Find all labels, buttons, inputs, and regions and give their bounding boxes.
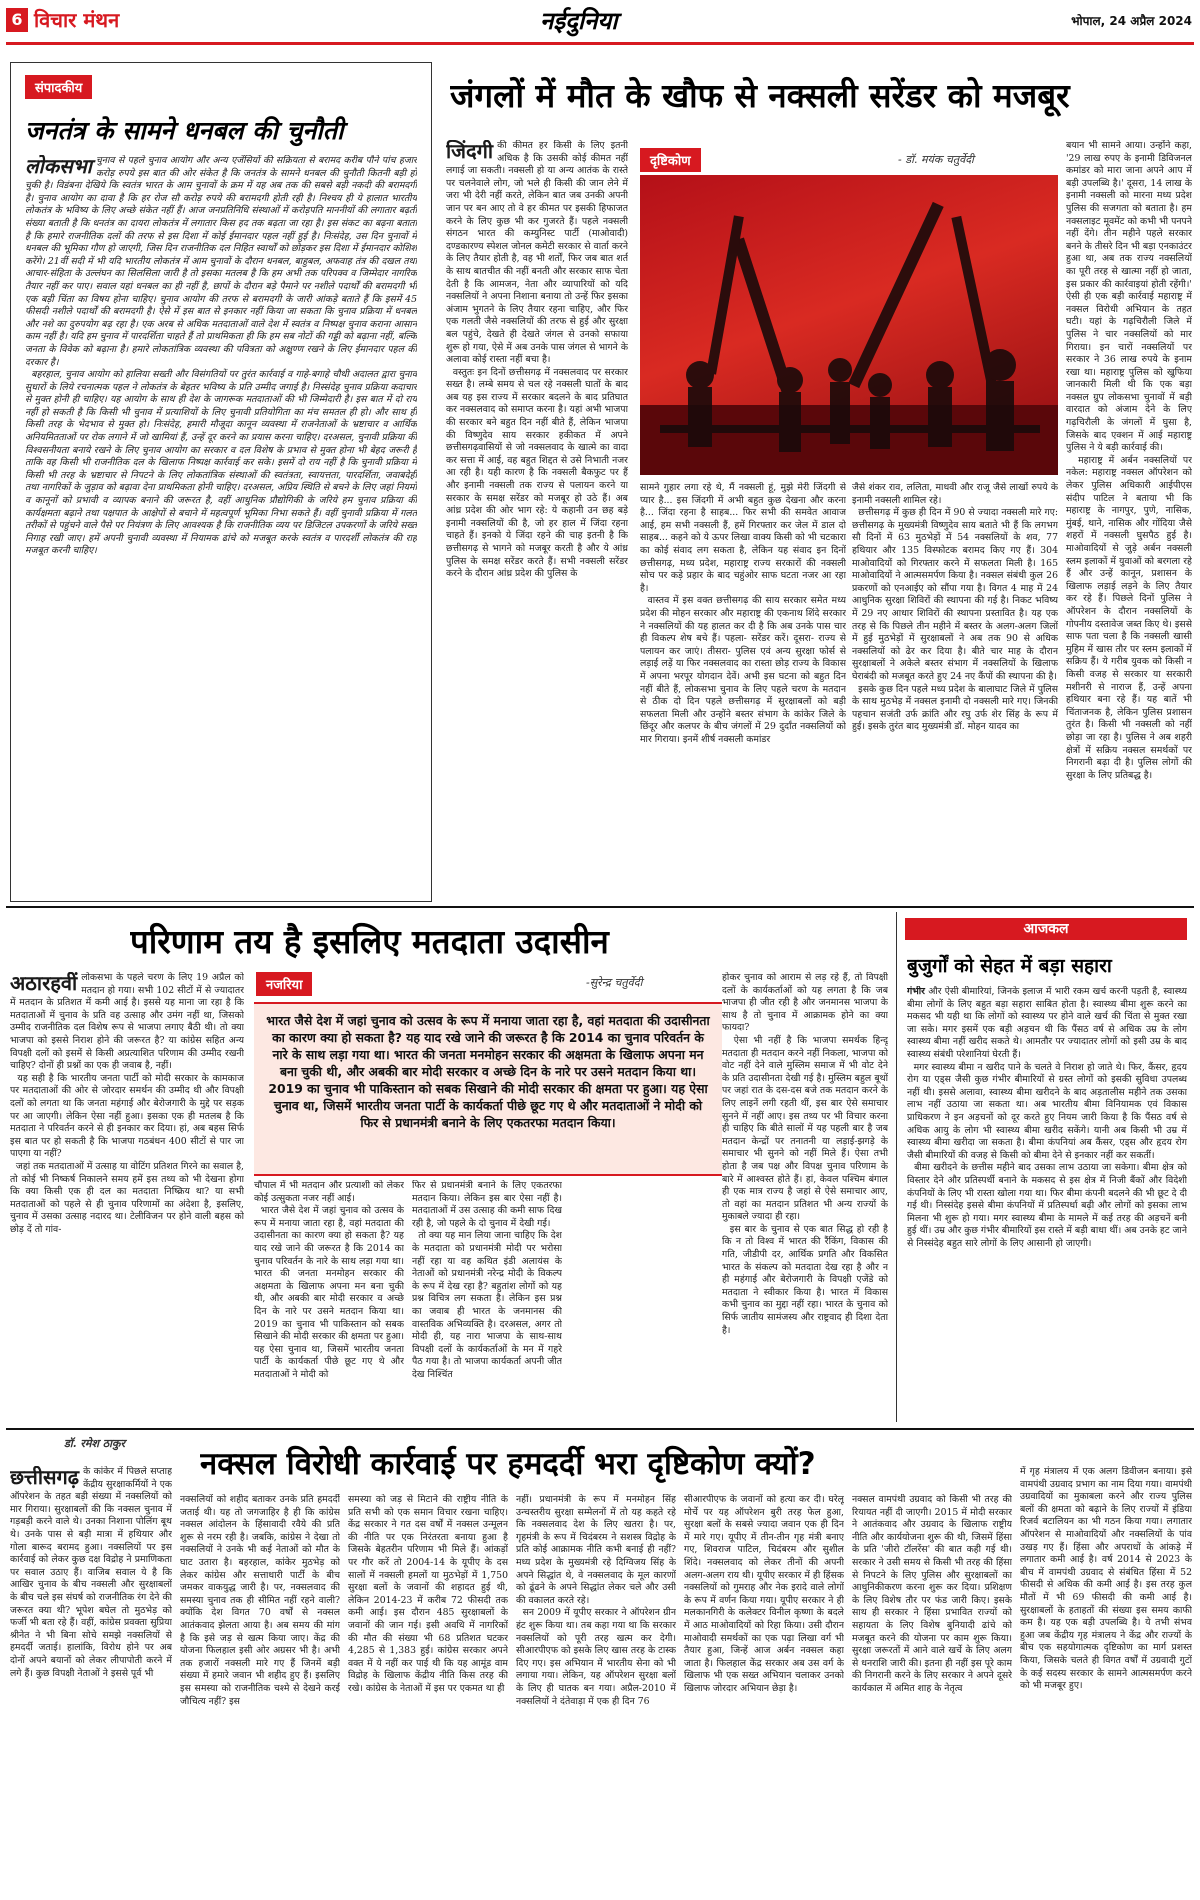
bottom-col5: सीआरपीएफ के जवानों को हत्या कर दी। घरेलू मोर्चे पर यह ऑपरेशन बुरी तरह फेल हुआ, सुरक्षा बलों के सबसे ज्यादा जवान एक ही दिन में मारे गए। यूपीए में तीन-तीन गृह मंत्री बनाए गए, शिवराज पाटिल, चिदंबरम और सुशील शिंदे। नक्सलवाद को लेकर तीनों की अपनी अलग-अलग राय थी। यूपीए सरकार में ही हिंसक नक्सलियों को गुमराह और नेक इरादे वाले लोगों के रूप में वर्णन किया गया। यूपीए सरकार ने ही मलकानगिरी के कलेक्टर विनील कृष्णा के बदले में आठ माओवादियों को रिहा किया। उसी दौरान माओवादी समर्थकों का एक पढ़ा लिखा वर्ग भी तैयार हुआ, जिन्हें आज अर्बन नक्सल कहा जाता है। फिलहाल केंद्र सरकार अब उस वर्ग के खिलाफ भी एक सख्त अभियान चलाकर उनको खिलाफ जोरदार अभियान छेड़ा है। xyxy=(684,1494,844,1694)
section-title: विचार मंथन xyxy=(34,8,120,32)
naxal-lead-word: जिंदगी xyxy=(446,140,494,163)
page-number: 6 xyxy=(6,8,28,32)
naxal-col3: जैसे शंकर राव, ललिता, माधवी और राजू जैसे लाखों रुपये के इनामी नक्सली शामिल रहे। छत्तीसगढ़ में कुछ ही दिन में 90 से ज्यादा नक्सली मारे गए: छत्तीसगढ़ के मुख्यमंत्री विष्णुदेव साय बताते भी हैं कि लगभग सौ दिनों में 63 मुठभेड़ों में 54 नक्सलियों के शव, 77 हथियार और 135 विस्फोटक बरामद किए गए हैं। 304 माओवादियों को गिरफ्तार करने में सफलता मिली है। 165 माओवादियों ने आत्मसमर्पण किया है। नक्सल संबंधी कुल 26 प्रकरणों को एनआईए को सौंपा गया है। विगत 4 माह में 24 आधुनिक सुरक्षा शिविरों की स्थापना की गई है। निकट भविष्य में 29 नए आधार शिविरों की स्थापना प्रस्तावित है। यह एक तरह से कि पिछले तीन महीने में बस्तर के अलग-अलग जिलों में हुई मुठभेड़ों में सुरक्षाबलों ने अब तक 90 से अधिक नक्सलियों को ढेर कर दिया है। बीते चार माह के दौरान सुरक्षाबलों ने अकेले बस्तर संभाग में नक्सलियों के खिलाफ घेराबंदी को मजबूत करते हुए 24 नए कैंपों की स्थापना की है। इसके कुछ दिन पहले मध्य प्रदेश के बालाघाट जिले में पुलिस के साथ मुठभेड़ में नक्सल इनामी दो नक्सली मारे गए। जिनकी पहचान सजंती उर्फ क्रांति और रघु उर्फ शेर सिंह के रूप में हुई। इसके तुरंत बाद मुख्यमंत्री डॉ. मोहन यादव का xyxy=(852,482,1058,733)
turnout-col2: चौपाल में भी मतदान और प्रत्याशी को लेकर कोई उत्सुकता नजर नहीं आई। भारत जैसे देश में जहां चुनाव को उत्सव के रूप में मनाया जाता रहा है, वहां मतदाता की उदासीनता का कारण क्या हो सकता है? यह याद रखे जाने की जरूरत है कि 2014 का चुनाव परिवर्तन के नारे के साथ लड़ा गया था। भारत की जनता मनमोहन सरकार की अक्षमता के खिलाफ अपना मन बना चुकी थी, और अबकी बार मोदी सरकार व अच्छे दिन के नारे पर उसने मतदान किया था। 2019 का चुनाव भी पाकिस्तान को सबक सिखाने की मोदी सरकार की क्षमता पर हुआ। यह ऐसा चुनाव था, जिसमें भारतीय जनता पार्टी के कार्यकर्ता पीछे छूट गए थे और मतदाताओं ने मोदी को xyxy=(254,1180,404,1380)
aajkal-box xyxy=(896,912,1195,1422)
editorial-box xyxy=(10,62,432,902)
naxal-col4: बयान भी सामने आया। उन्होंने कहा, '29 लाख रुपए के इनामी डिविजनल कमांडर को मारा जाना अपने आप में बड़ी उपलब्धि है।' दूसरा, 14 लाख के इनामी नक्सली को मारना मध्य प्रदेश पुलिस की सजगता को बताता है। हम नक्सलाइट मूवमेंट को कभी भी पनपने नहीं देंगे। तीन महीने पहले सरकार बनने के तीसरे दिन भी बड़ा एनकाउंटर हुआ था, अब तक राज्य नक्सलियों का पूरी तरह से खात्मा नहीं हो जाता, इस प्रकार की कार्रवाइयां होती रहेंगी।' ऐसी ही एक बड़ी कार्रवाई महाराष्ट्र में नक्सल विरोधी अभियान के तहत घटी। यहां के गढ़चिरौली जिले में पुलिस ने चार नक्सलियों को मार गिराया। इन चारों नक्सलियों पर सरकार ने 36 लाख रुपये के इनाम रखा था। महाराष्ट्र पुलिस को खुफिया जानकारी मिली थी कि एक बड़ा नक्सल ग्रुप लोकसभा चुनावों में बड़ी वारदात को अंजाम देने के लिए गढ़चिरौली के जंगलों में घुसा है, जिसके बाद एक्शन में आई महाराष्ट्र पुलिस ने ये बड़ी कार्रवाई की। महाराष्ट्र में अर्बन नक्सलियों पर नकेल: महाराष्ट्र नक्सल ऑपरेशन को लेकर पुलिस अधिकारी आईपीएस संदीप पाटिल ने बताया भी कि महाराष्ट्र के नागपुर, पुणे, नासिक, मुंबई, थाने, नासिक और गोंदिया जैसे शहरों में नक्सली घुसपैठ हुई है। माओवादियों से जुड़े अर्बन नक्सली स्लम इलाकों में युवाओं को बरगला रहे हैं और उन्हें कानून, प्रशासन के खिलाफ लड़ाई लड़ने के लिए तैयार कर रहे हैं। पिछले दिनों पुलिस ने ऑपरेशन के दौरान नक्सलियों के गोपनीय दस्तावेज जब्त किए थे। इससे साफ पता चला है कि नक्सली खासी मुहिम में खास तौर पर स्लम इलाकों में सक्रिय हैं। ये गरीब युवक को किसी न किसी वजह से सरकार या सरकारी मशीनरी से नाराज हैं, उन्हें अपना हथियार बना रहे हैं। यह बातें भी चिंताजनक है, लेकिन पुलिस प्रशासन तुरंत है। किसी भी नक्सली को नहीं छोड़ा जा रहा है। पुलिस ने अब शहरी क्षेत्रों में सक्रिय नक्सल समर्थकों पर निगरानी बढ़ा दी है। पुलिस लोगों की सुरक्षा के लिए प्रतिबद्ध है। xyxy=(1066,140,1192,781)
bottom-byline: डॉ. रमेश ठाकुर xyxy=(64,1437,125,1450)
turnout-col1: अठारहवीं लोकसभा के पहले चरण के लिए 19 अप्रैल को मतदान हो गया। सभी 102 सीटों में से ज्यादातर में मतदान के प्रतिशत में कमी आई है। इससे यह माना जा रहा है कि मतदाताओं में चुनाव के प्रति वह उत्साह और उमंग नहीं था, जिसको उम्मीद राजनीतिक दल विशेष रूप से भाजपा लगाए बैठी थी। तो क्या भाजपा को इससे निराश होने की जरूरत है? या कांग्रेस सहित अन्य विपक्षी दलों को इसमें से किसी अप्रत्याशित परिणाम की उम्मीद रखनी चाहिए? दोनों ही प्रश्नों का एक ही जवाब है, नहीं। यह सही है कि भारतीय जनता पार्टी को मोदी सरकार के कामकाज पर मतदाताओं की ओर से जोरदार समर्थन की उम्मीद थी और विपक्षी दलों को लगता था कि जनता महंगाई और बेरोजगारी के मुद्दे पर सड़क पर आ जाएगी। लेकिन ऐसा नहीं हुआ। इसका एक ही मतलब है कि मतदाता ने परिवर्तन करने से ही इनकार कर दिया। हां, अब बहस सिर्फ इस बात पर हो सकती है कि भाजपा गठबंधन 400 सीटों से पार जा पाएगा या नहीं? जहां तक मतदाताओं में उत्साह या वोटिंग प्रतिशत गिरने का सवाल है, तो कोई भी निष्कर्ष निकालने समय हमें इस तथ्य को भी देखना होगा कि क्या किसी एक ही दल का मतदाता निष्क्रिय था? या सभी मतदाताओं को पहले से ही चुनाव परिणामों का अंदेशा है, इसलिए, चुनाव में उसका उत्साह नदारद था। टेलीविजन पर होने वाली बहस को छोड़ दें तो गांव- xyxy=(10,972,244,1235)
turnout-headline: परिणाम तय है इसलिए मतदाता उदासीन xyxy=(130,922,609,961)
aajkal-lead-word: गंभीर xyxy=(907,986,925,997)
naxal-photo xyxy=(640,175,1058,475)
paper-name: नईदुनिया xyxy=(540,7,618,35)
editorial-body: लोकसभा चुनाव से पहले चुनाव आयोग और अन्य एजेंसियों की सक्रियता से बरामद करीब पौने पांच हजार करोड़ रुपये इस बात की ओर संकेत है कि जनतंत्र के सामने धनबल की चुनौती कितनी बड़ी हो चुकी है। विडंबना देखिये कि स्वतंत्र भारत के आम चुनावों के क्रम में यह अब तक की सबसे बड़ी नकदी की बरामदगी है। चुनाव आयोग का दावा है कि हर रोज सौ करोड़ रुपये की बरामदगी होती रही है। निश्चय ही ये हालात भारतीय लोकतंत्र के भविष्य के लिए अच्छे संकेत नहीं हैं। आज जनप्रतिनिधि संस्थाओं में करोड़पति माननीयों की लगातार बढ़ती संख्या बताती है कि धनतंत्र का दायरा लोकतंत्र में लगातार किस हद तक बढ़ता जा रहा है। इस संकट का बढ़ना बताता है कि हमारे राजनीतिक दलों की तरफ से इस दिशा में कोई ईमानदार पहल नहीं हुई है। निःसंदेह, उस दिन चुनावों में धनबल की भूमिका गौण हो जाएगी, जिस दिन राजनीतिक दल निहित स्वार्थों को छोड़कर इस दिशा में ईमानदार कोशिश करेंगे। 21वीं सदी में भी यदि भारतीय लोकतंत्र में आम चुनावों के दौरान धनबल, बाहुबल, अफवाह तंत्र की दखल तथा आचार-संहिता के उल्लंघन का सिलसिला जारी है तो इसका मतलब है कि हम अभी तक परिपक्व व जिम्मेदार नागरिक तैयार नहीं कर पाए। सवाल यहां धनबल का ही नहीं है, छापों के दौरान बड़े पैमाने पर नशीले पदार्थों की बरामदगी भी एक बड़ी चिंता का विषय होना चाहिए। चुनाव आयोग की तरफ से बरामदगी के जारी आंकड़े बताते हैं कि इसमें 45 फीसदी नशीले पदार्थों की बरामदगी है। ऐसे में इस बात से इनकार नहीं किया जा सकता कि चुनाव प्रक्रिया में धनबल और नशे का दुरुपयोग बढ़ रहा है। एक अरब से अधिक मतदाताओं वाले देश में स्वतंत्र व निष्पक्ष चुनाव कराना आसान काम नहीं है। यदि हम चुनाव में पारदर्शिता चाहते हैं तो प्राथमिकता ही कि हम सब नोटों की गड्डी को बढ़ाना नहीं, बल्कि जनता के विवेक को बढ़ाना है। हमारे लोकतांत्रिक व्यवस्था की पवित्रता को अक्षुण्ण रखने के लिए ईमानदार पहल की दरकार है। बहरहाल, चुनाव आयोग को हालिया सख्ती और विसंगतियों पर तुरंत कार्रवाई व गाहे-बगाहे चौथी अदालत द्वारा चुनाव सुधारों के लिये रचनात्मक पहल ने लोकतंत्र के बेहतर भविष्य के प्रति उम्मीद जगाई है। निस्संदेह चुनाव प्रक्रिया कदाचार से मुक्त होनी ही चाहिए। यह आयोग के साथ ही देश के जागरूक मतदाताओं की भी जिम्मेदारी है। इस बात में दो राय नहीं हो सकती है कि किसी भी चुनाव में प्रत्याशियों के लिए चुनावी प्रतियोगिता का मंच समतल ही हो। और साथ ही किसी तरह के भेदभाव से मुक्त हो। निःसंदेह, हमारी मौजूदा कानून व्यवस्था में राजनेताओं के भ्रष्टाचार व आर्थिक अनियमितताओं पर रोक लगाने में जो खामियां हैं, उन्हें दूर करने का प्रयास करना चाहिए। दरअसल, चुनावी प्रक्रिया की विश्वसनीयता बनाये रखने के लिए चुनाव आयोग का सरकार व दल विशेष के प्रभाव से मुक्त होना भी बेहद जरूरी है ताकि वह किसी भी राजनीतिक दल के खिलाफ निष्पक्ष कार्रवाई कर सके। इसमें दो राय नहीं है कि चुनावी प्रक्रिया में किसी भी तरह के भ्रष्टाचार से निपटने के लिए लोकतांत्रिक संस्थाओं की स्वतंत्रता, स्वायत्तता, पारदर्शिता, जवाबदेही तथा नागरिकों के जुड़ाव को बढ़ावा देना प्राथमिकता होनी चाहिए। दरअसल, अप्रिय स्थिति से बचने के लिए जहां नियमों व कानूनों को प्रभावी व व्यापक बनाने की जरूरत है, वहीं आधुनिक प्रौद्योगिकी के जरिये हम चुनाव प्रक्रिया की कार्यक्षमता बढ़ाने तथा पक्षपात के आक्षेपों से बचाने में महत्वपूर्ण भूमिका निभा सकते हैं। वहीं चुनावी प्रक्रिया में गलत तरीकों से पहुंचने वाले पैसे पर नियंत्रण के लिए आवश्यक है कि राजनीतिक व्यय पर डिजिटल उपकरणों के जरिये सख्त निगाह रखी जाए। हमें अपनी चुनावी व्यवस्था में नियामक ढांचे को मजबूत करके स्वतंत्र व पारदर्शी लोकतंत्र की राह मजबूत करनी चाहिए। xyxy=(25,155,417,557)
bottom-lead-word: छत्तीसगढ़ xyxy=(10,1466,80,1489)
masthead xyxy=(0,0,1200,44)
turnout-byline: -सुरेन्द्र चतुर्वेदी xyxy=(586,976,643,989)
turnout-col4: होकर चुनाव को आराम से लड़ रहे हैं, तो विपक्षी दलों के कार्यकर्ताओं को यह लगता है कि जब भाजपा ही जीत रही है और जनमानस भाजपा के साथ है तो चुनाव में आक्रामक होने का क्या फायदा? ऐसा भी नहीं है कि भाजपा समर्थक हिन्दू मतदाता ही मतदान करने नहीं निकला, भाजपा को वोट नहीं देने वाले मुस्लिम समाज में भी वोट देने के प्रति उदासीनता देखी गई है। मुस्लिम बहुल बूथों पर जहां रात के दस-दस बजे तक मतदान करने के लिए लाइनें लगी रहती थीं, इस बार ऐसे समाचार सुनने में नहीं आए। इस तथ्य पर भी विचार करना ही चाहिए कि बीते सालों में यह पहली बार है जब मतदान केन्द्रों पर तनातनी या लड़ाई-झगड़े के समाचार भी सुनने को नहीं मिले हैं। ऐसा तभी होता है जब पक्ष और विपक्ष चुनाव परिणाम के बारे में आश्वस्त होते हैं। हां, केवल पश्चिम बंगाल ही एक मात्र राज्य है जहां से ऐसे समाचार आए, तो वहां का मतदान प्रतिशत भी अन्य राज्यों के मुकाबले ज्यादा ही रहा। इस बार के चुनाव से एक बात सिद्ध हो रही है कि न तो विश्व में भारत की रैंकिंग, विकास की गति, जीडीपी दर, आर्थिक प्रगति और विकसित भारत के संकल्प को मतदाता देख रहा है और न ही महंगाई और बेरोजगारी के विपक्षी एजेंडे को मतदाता ने स्वीकार किया है। भारत में विकास कभी चुनाव का मुद्दा नहीं रहा। भारत के चुनाव को सिर्फ जातीय सामंजस्य और राष्ट्रवाद ही दिशा देता है। xyxy=(722,972,888,1336)
armed-cadres-image xyxy=(640,175,1058,475)
turnout-tag: नजरिया xyxy=(256,972,312,996)
bottom-col3: समस्या को जड़ से मिटाने की राष्ट्रीय नीति के प्रति सभी को एक समान विचार रखना चाहिए। केंद्र सरकार ने गत दस वर्षों में नक्सल उन्मूलन की नीति पर एक निरंतरता बनाया हुआ है जिसके बेहतरीन परिणाम भी मिले हैं। आंकड़ों पर गौर करें तो 2004-14 के यूपीए के दस सालों में नक्सली हमलों या मुठभेड़ों में 1,750 सुरक्षा बलों के जवानों की शहादत हुई थी, लेकिन 2014-23 में करीब 72 फीसदी तक कमी आई। इस दौरान 485 सुरक्षाबलों के जवानों की जान गई। इसी अवधि में नागरिकों की मौत की संख्या भी 68 प्रतिशत घटकर 4,285 से 1,383 हुई। कांग्रेस सरकार अपने वक्त में ये नहीं कर पाई थी कि यह आमूंड वाम विद्रोह के खिलाफ केंद्रीय नीति किस तरह की रखे। कांग्रेस के नेताओं में इस पर एकमत था ही xyxy=(348,1494,508,1694)
aajkal-headline: बुजुर्गों को सेहत में बड़ा सहारा xyxy=(907,955,1112,977)
bottom-col6: नक्सल वामपंथी उग्रवाद को किसी भी तरह की रियायत नहीं दी जाएगी। 2015 में मोदी सरकार ने आतंकवाद और उग्रवाद के खिलाफ राष्ट्रीय नीति और कार्ययोजना शुरू की थी, जिसमें हिंसा के प्रति 'जीरो टॉलरेंस' की बात कही गई थी। सरकार ने उसी समय से किसी भी तरह की हिंसा से निपटने के लिए पुलिस और सुरक्षाबलों का आधुनिकीकरण करना शुरू कर दिया। प्रशिक्षण के लिए विशेष तौर पर फंड जारी किए। इसके साथ ही सरकार ने हिंसा प्रभावित राज्यों को सहायता के लिए विशेष बुनियादी ढांचे को मजबूत करने की योजना पर काम शुरू किया। सुरक्षा जरूरतों में आने वाले खर्चे के लिए अलग से धनराशि जारी की। इतना ही नहीं इस पूरे काम की निगरानी करने के लिए सरकार ने अपने दूसरे कार्यकाल में अमित शाह के नेतृत्व xyxy=(852,1494,1012,1694)
turnout-lead-word: अठारहवीं xyxy=(10,972,78,995)
bottom-headline: नक्सल विरोधी कार्रवाई पर हमदर्दी भरा दृष्टिकोण क्यों? xyxy=(200,1446,816,1482)
naxal-col2: सामने गुहार लगा रहे थे, मैं नक्सली हूं, मुझे मेरी जिंदगी से प्यार है... इस जिंदगी में अभी बहुत कुछ देखना और करना है... जिंदा रहना है साहब... फिर सभी की समवेत आवाज आई, हम सभी नक्सली हैं, हमें गिरफ्तार कर जेल में डाल दो साहब... कहने को ये ऊपर लिखा वाक्य किसी को भी चटकारा का कोई संवाद लग सकता है, लेकिन यह संवाद इन दिनों छत्तीसगढ़, मध्य प्रदेश, महाराष्ट्र राज्य सरकारों की नक्सली सोच पर कड़े प्रहार के बाद चहुंओर साफ घटता नजर आ रहा है। वास्तव में इस वक्त छत्तीसगढ़ की साय सरकार समेत मध्य प्रदेश की मोहन सरकार और महाराष्ट्र की एकनाथ शिंदे सरकार ने नक्सलियों की यह हालत कर दी है कि अब उनके पास चार ही विकल्प शेष बचे हैं। पहला- सरेंडर करें। दूसरा- राज्य से पलायन कर जाएं। तीसरा- पुलिस एवं अन्य सुरक्षा फोर्स से लड़ाई लड़ें या फिर नक्सलवाद का रास्ता छोड़ राज्य के विकास में अपना भरपूर योगदान देवें। अभी इस घटना को बहुत दिन नहीं बीते हैं, लोकसभा चुनाव के लिए पहले चरण के मतदान से ठीक दो दिन पहले छत्तीसगढ़ में सुरक्षाबलों को बड़ी सफलता मिली और उन्होंने बस्तर संभाग के कांकेर जिले के छिंदूर और कलपर के बीच जंगलों में 29 दुर्दांत नक्सलियों को मार गिराया। इनमें शीर्ष नक्सली कमांडर xyxy=(640,482,846,745)
naxal-byline: - डॉ. मयंक चतुर्वेदी xyxy=(898,153,974,166)
bottom-col7: में गृह मंत्रालय में एक अलग डिवीजन बनाया। इसे वामपंथी उग्रवाद प्रभाग का नाम दिया गया। वामपंथी उग्रवादियों का मुकाबला करने और राज्य पुलिस बलों की क्षमता को बढ़ाने के लिए राज्यों में इंडिया रिजर्व बटालियन का भी गठन किया गया। लगातार ऑपरेशन से माओवादियों और नक्सलियों के पांव उखड़ गए हैं। हिंसा और अपराधों के आंकड़े में लगातार कमी आई है। वर्ष 2014 से 2023 के बीच में वामपंथी उग्रवाद से संबंधित हिंसा में 52 फीसदी से अधिक की कमी आई है। इस तरह कुल मौतों में भी 69 फीसदी की कमी आई है। सुरक्षाबलों के हताहतों की संख्या इस समय काफी कम है। यह एक बड़ी उपलब्धि है। ये तभी संभव हुआ जब केंद्रीय गृह मंत्रालय ने केंद्र और राज्यों के बीच एक सहयोगात्मक दृष्टिकोण का मार्ग प्रशस्त किया, जिसके चलते ही विगत वर्षों में उग्रवादी गुटों के कई सदस्य सरकार के सामने आत्मसमर्पण करने को भी मजबूर हुए। xyxy=(1020,1466,1192,1692)
bottom-col2: नक्सलियों को शहीद बताकर उनके प्रति हमदर्दी जताई थी। यह तो जगजाहिर है ही कि कांग्रेस नक्सल आंदोलन के हिंसावादी रवैये की प्रति शुरू से नरम रही है। जबकि, कांग्रेस ने देखा तो नक्सलियों ने उनके भी कई नेताओं को मौत के घाट उतारा है। बहरहाल, कांकेर मुठभेड़ को लेकर कांग्रेस और सत्ताधारी पार्टी के बीच जमकर वाकयुद्ध जारी है। पर, नक्सलवाद की समस्या चुनाव तक ही सीमित नहीं रहने वाली? क्योंकि देश विगत 70 वर्षों से नक्सल आतंकवाद झेलता आया है। अब समय की मांग है कि इसे जड़ से खत्म किया जाए। केंद्र की योजना फिलहाल इसी ओर अग्रसर भी है। अभी तक हजारों नक्सली मारे गए हैं जिनमें बड़ी संख्या में हमारे जवान भी शहीद हुए हैं। इसलिए इस समस्या को राजनीतिक चश्मे से देखने करई जौचित्य नहीं? इस xyxy=(180,1494,340,1707)
aajkal-tag: आजकल xyxy=(905,918,1187,940)
dateline: भोपाल, 24 अप्रैल 2024 xyxy=(1071,14,1192,28)
naxal-tag: दृष्टिकोण xyxy=(640,148,701,172)
editorial-lead-word: लोकसभा xyxy=(25,155,92,178)
aajkal-body: गंभीर और ऐसी बीमारियां, जिनके इलाज में भारी रकम खर्च करनी पड़ती है, स्वास्थ्य बीमा लोगों के लिए बहुत बड़ा सहारा साबित होता है। स्वास्थ्य बीमा शुरू करने का मकसद भी यही था कि लोगों को स्वास्थ्य पर होने वाले खर्च की चिंता से मुक्त रखा जा सके। मगर इसमें एक बड़ी अड़चन थी कि पैंसठ वर्ष से अधिक उम्र के लोग स्वास्थ्य बीमा नहीं खरीद सकते थे। आमतौर पर ज्यादातर लोगों को इसी उम्र के बाद स्वास्थ्य संबंधी परेशानियां घेरती हैं। मगर स्वास्थ्य बीमा न खरीद पाने के चलते वे निराश हो जाते थे। फिर, कैंसर, हृदय रोग या एड्स जैसी कुछ गंभीर बीमारियों से ग्रस्त लोगों को इसकी सुविधा उपलब्ध नहीं थी। इससे अलावा, स्वास्थ्य बीमा खरीदने के बाद अड़तालीस महीने तक उसका लाभ नहीं उठाया जा सकता था। अब भारतीय बीमा विनियामक एवं विकास प्राधिकरण ने इन अड़चनों को दूर करते हुए नियम जारी किया है कि पैंसठ वर्ष से अधिक आयु के लोग भी स्वास्थ्य बीमा खरीद सकेंगे। यानी अब किसी भी उम्र में स्वास्थ्य बीमा खरीदा जा सकता है। बीमा कंपनियां अब कैंसर, एड्स और हृदय रोग जैसी बीमारियों की वजह से किसी को बीमा देने से इनकार नहीं कर सकतीं। बीमा खरीदने के छत्तीस महीने बाद उसका लाभ उठाया जा सकेगा। बीमा क्षेत्र को विस्तार देने और प्रतिस्पर्धी बनाने के मकसद से इस क्षेत्र में निजी बैंकों और विदेशी कंपनियों के लिए भी रास्ता खोला गया था। फिर बीमा कंपनी बदलने की भी छूट दे दी गई थी। निस्संदेह इससे बीमा कंपनियों में प्रतिस्पर्धा बढ़ी और लोगों को इसका लाभ मिलना भी शुरू हो गया। मगर स्वास्थ्य बीमा के मामले में कई तरह की अड़चनें बनी हुई थीं। उम्र और कुछ गंभीर बीमारियों इस रास्ते में बड़ी बाधा थीं। अब उनके हट जाने से निस्संदेह बहुत सारे लोगों के लिए आसानी हो जाएगी। xyxy=(907,986,1187,1249)
naxal-col1: जिंदगी की कीमत हर किसी के लिए इतनी अधिक है कि उसकी कोई कीमत नहीं लगाई जा सकती। नक्सली हो या अन्य आतंक के रास्ते पर चलनेवाले लोग, जो भले ही किसी की जान लेने में जरा भी देरी नहीं करते, लेकिन बात जब उनकी अपनी जान पर बन आए तो वे हर कीमत पर इसकी हिफाजत करने के लिए कुछ भी कर गुजरते हैं। पहले नक्सली संगठन भारत की कम्युनिस्ट पार्टी (माओवादी) दण्डकारण्य स्पेशल जोनल कमेटी सरकार से वार्ता करने के लिए तैयार होती है, वह भी शर्तों, फिर जब बात शर्त के साथ बातचीत की नहीं बनती और सरकार साफ चेता देती है कि आमजन, नेता और व्यापारियों को यदि नक्सलियों ने अपना निशाना बनाया तो उन्हें फिर इसका अंजाम भुगतने के लिए तैयार रहना चाहिए, और फिर एक गलती जैसे नक्सलियों की तरफ से हुई और सुरक्षा बल पहुंचे, देखते ही देखते जंगल से उनको सफाया शुरू हो गया, ऐसे में अब उनके पास जंगल से भागने के अलावा कोई रास्ता नहीं बचा है। वस्तुतः इन दिनों छत्तीसगढ़ में नक्सलवाद पर सरकार सख्त है। लम्बे समय से चल रहे नक्सली घातों के बाद अब यह इस राज्य में सरकार बदलने के बाद प्रतिघात कर नक्सलवाद को समाप्त करना है। यहां अभी भाजपा की सरकार बने बहुत दिन नहीं बीते हैं, लेकिन भाजपा की विष्णुदेव साय सरकार हकीकत में अपने छत्तीसगढ़वासियों से जो नक्सलवाद के खात्मे का वादा कर सत्ता में आई, वह बहुत शिद्दत से उसे निभाती नजर आ रही है। यही कारण है कि नक्सली बैकफुट पर हैं और इनामी नक्सली तक राज्य से पलायन करने या सरकार के समक्ष सरेंडर को मजबूर हो उठे हैं। अब आंध्र प्रदेश की ओर भाग रहे: ये कहानी उन छह बड़े इनामी नक्सलियों की है, जो हर हाल में जिंदा रहना चाहते हैं। इनको ये जिंदा रहने की चाह इतनी है कि छत्तीसगढ़ से भागने को मजबूर करती है और ये आंध्र पुलिस के समक्ष सरेंडर करते हैं। सभी नक्सली सरेंडर करने के दौरान आंध्र प्रदेश की पुलिस के xyxy=(446,140,628,580)
pullquote-text: भारत जैसे देश में जहां चुनाव को उत्सव के रूप में मनाया जाता रहा है, वहां मतदाता की उदासीनता का कारण क्या हो सकता है? यह याद रखे जाने की जरूरत है कि 2014 का चुनाव परिवर्तन के नारे के साथ लड़ा गया था। भारत की जनता मनमोहन सरकार की अक्षमता के खिलाफ अपना मन बना चुकी थी, और अबकी बार मोदी सरकार व अच्छे दिन के नारे पर उसने मतदान किया था। 2019 का चुनाव भी पाकिस्तान को सबक सिखाने की मोदी सरकार की क्षमता पर हुआ। यह ऐसा चुनाव था, जिसमें भारतीय जनता पार्टी के कार्यकर्ता पीछे छूट गए थे और मतदाताओं ने मोदी को फिर से प्रधानमंत्री बनाने के लिए एकतरफा मतदान किया। xyxy=(266,1013,710,1130)
turnout-col3: फिर से प्रधानमंत्री बनाने के लिए एकतरफा मतदान किया। लेकिन इस बार ऐसा नहीं है। मतदाताओं में उस उत्साह की कमी साफ दिख रही है, जो पहले के दो चुनाव में देखी गई। तो क्या यह मान लिया जाना चाहिए कि देश के मतदाता को प्रधानमंत्री मोदी पर भरोसा नहीं रहा या वह कथित इंडी अलायंस के नेताओं को प्रधानमंत्री नरेन्द्र मोदी के विकल्प के रूप में देख रहा है? बहुतांश लोगों को यह प्रश्न विचित्र लग सकता है। लेकिन इस प्रश्न का जवाब ही भारत के जनमानस की वास्तविक अभिव्यक्ति है। दरअसल, अगर तो मोदी ही, यह नारा भाजपा के साथ-साथ विपक्षी दलों के कार्यकर्ताओं के मन में गहरे पैठ गया है। तो भाजपा कार्यकर्ता अपनी जीत देख निश्चिंत xyxy=(412,1180,562,1380)
editorial-headline: जनतंत्र के सामने धनबल की चुनौती xyxy=(25,116,344,145)
editorial-tag: संपादकीय xyxy=(25,75,92,99)
bottom-col4: नहीं। प्रधानमंत्री के रूप में मनमोहन सिंह उन्चस्तरीय सुरक्षा सम्मेलनों में तो यह कहते रहे कि नक्सलवाद देश के लिए खतरा है। पर, गृहमंत्री के रूप में चिदंबरम ने सशस्त्र विद्रोह के प्रति कोई आक्रामक नीति कभी बनाई ही नहीं? मध्य प्रदेश के मुख्यमंत्री रहे दिग्विजय सिंह के अपने सिद्धांत थे, वे नक्सलवाद के मूल कारणों को ढूंढने के अपने सिद्धांत लेकर चले और उसी की वकालत करते रहे। सन 2009 में यूपीए सरकार ने ऑपरेशन ग्रीन हंट शुरू किया था। तब कहा गया था कि सरकार नक्सलियों को पूरी तरह खत्म कर देगी। सीआरपीएफ को इसके लिए खास तरह के टास्क दिए गए। इस अभियान में भारतीय सेना को भी लगाया गया। लेकिन, यह ऑपरेशन सुरक्षा बलों के लिए ही घातक बन गया। अप्रैल-2010 में नक्सलियों ने दंतेवाड़ा में एक ही दिन 76 xyxy=(516,1494,676,1707)
naxal-headline: जंगलों में मौत के खौफ से नक्सली सरेंडर को मजबूर xyxy=(450,76,1070,115)
bottom-col1: छत्तीसगढ़ के कांकेर में पिछले सप्ताह केंद्रीय सुरक्षाकर्मियों ने एक ऑपरेशन के तहत बड़ी संख्या में नक्सलियों को मार गिराया। सुरक्षाबलों की कि नक्सल चुनाव में गड़बड़ी करने वाले थे। उनका निशाना पोलिंग बूथ थे। उनके पास से बड़ी मात्रा में हथियार और गोला बारूद बरामद हुआ। नक्सलियों पर इस कार्रवाई को लेकर कुछ दक्ष विद्रोह ने प्रमाणिकता पर सवाल उठाए हैं। वाजिब सवाल ये है कि आखिर चुनाव के बीच नक्सली और सुरक्षाबलों के बीच चले इस संघर्ष को राजनीतिक रंग देने की जरूरत क्या थी? भूपेश बघेल तो मुठभेड़ को फर्जी भी बता रहे हैं। वहीं, कांग्रेस प्रवक्ता सुप्रिया श्रीनेत ने भी बिना सोचे समझे नक्सलियों से हमदर्दी जताई। हालांकि, विरोध होने पर अब दोनों अपने बयानों को लेकर लीपापोती करने में लगे हैं। कुछ विपक्षी नेताओं ने इससे पूर्व भी xyxy=(10,1466,172,1679)
